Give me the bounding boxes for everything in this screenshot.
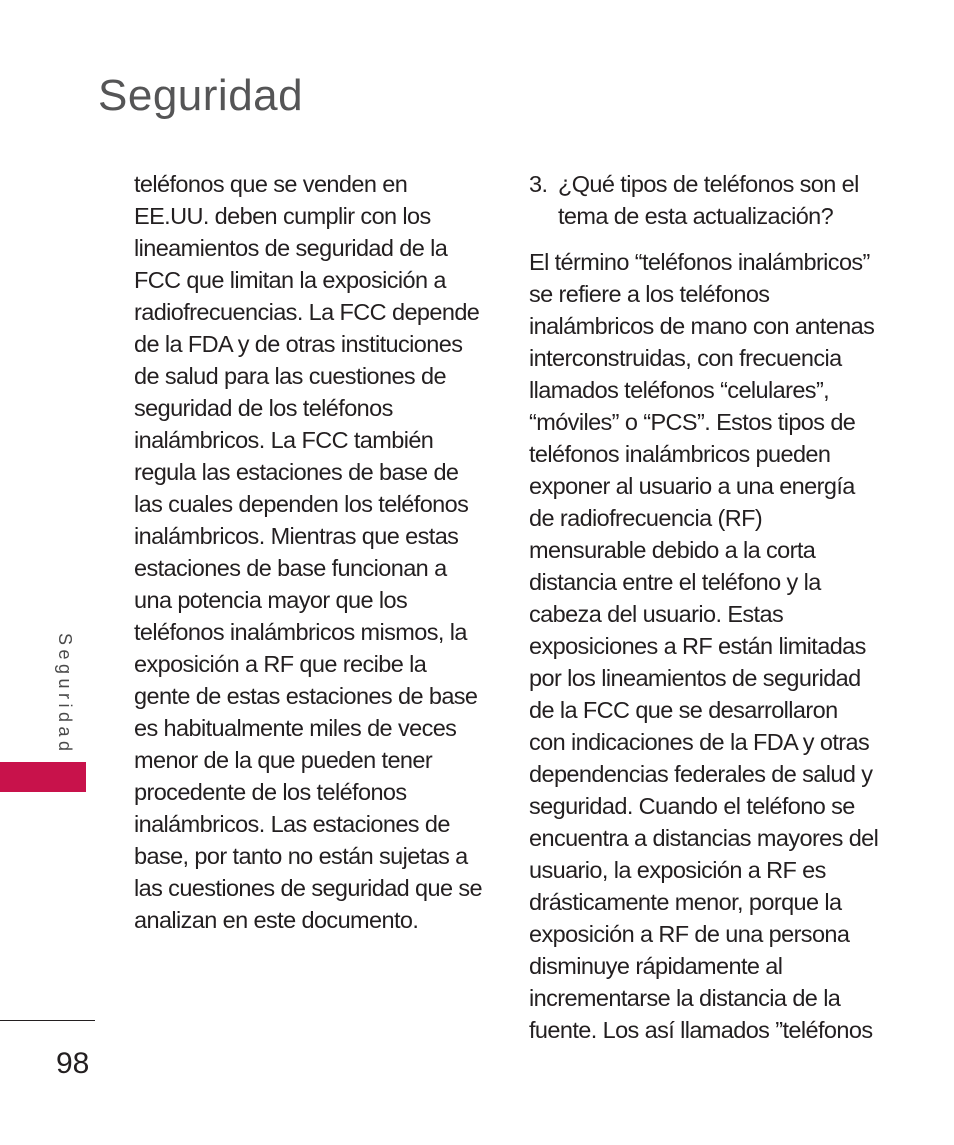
text-line: lineamientos de seguridad de la [134,235,448,261]
question-text [558,168,859,232]
text-line: disminuye rápidamente al [529,953,783,979]
text-line: FCC que limitan la exposición a [134,267,446,293]
text-line: procedente de los teléfonos [134,779,407,805]
text-line: inalámbricos. Mientras que estas [134,523,459,549]
text-line: seguridad de los teléfonos [134,395,393,421]
text-line: encuentra a distancias mayores del [529,825,879,851]
text-line: de radiofrecuencia (RF) [529,505,763,531]
text-line: gente de estas estaciones de base [134,683,478,709]
text-line: distancia entre el teléfono y la [529,569,821,595]
text-line: exposiciones a RF están limitadas [529,633,866,659]
text-line: exponer al usuario a una energía [529,473,855,499]
text-line: incrementarse la distancia de la [529,985,841,1011]
text-line: usuario, la exposición a RF es [529,857,826,883]
text-line: cabeza del usuario. Estas [529,601,784,627]
body-text-right-column [529,168,884,1046]
text-line: inalámbricos. La FCC también [134,427,434,453]
text-line: de la FCC que se desarrollaron [529,697,838,723]
text-line: “móviles” o “PCS”. Estos tipos de [529,409,856,435]
text-line: radiofrecuencias. La FCC depende [134,299,480,325]
text-line: regula las estaciones de base de [134,459,459,485]
text-line: inalámbricos de mano con antenas [529,313,875,339]
text-line: base, por tanto no están sujetas a [134,843,468,869]
text-line: llamados teléfonos “celulares”, [529,377,830,403]
text-line: fuente. Los así llamados ”teléfonos [529,1017,873,1043]
footer-divider [0,1020,95,1021]
text-line: se refiere a los teléfonos [529,281,770,307]
text-line: seguridad. Cuando el teléfono se [529,793,855,819]
question-line: ¿Qué tipos de teléfonos son el [558,171,859,197]
text-line: El término “teléfonos inalámbricos” [529,249,870,275]
text-line: analizan en este documento. [134,907,419,933]
text-line: mensurable debido a la corta [529,537,816,563]
question-heading [529,168,884,232]
text-line: exposición a RF de una persona [529,921,850,947]
section-color-tab [0,762,86,792]
text-line: inalámbricos. Las estaciones de [134,811,450,837]
text-line: EE.UU. deben cumplir con los [134,203,431,229]
text-line: una potencia mayor que los [134,587,408,613]
text-line: exposición a RF que recibe la [134,651,427,677]
text-line: las cuestiones de seguridad que se [134,875,483,901]
text-line: teléfonos inalámbricos pueden [529,441,831,467]
text-line: dependencias federales de salud y [529,761,873,787]
text-line: con indicaciones de la FDA y otras [529,729,870,755]
text-line: las cuales dependen los teléfonos [134,491,469,517]
section-side-label: Seguridad [55,633,75,756]
text-line: interconstruidas, con frecuencia [529,345,842,371]
text-line: estaciones de base funcionan a [134,555,447,581]
text-line: teléfonos inalámbricos mismos, la [134,619,467,645]
text-line: es habitualmente miles de veces [134,715,457,741]
question-number: 3. [529,171,548,197]
text-line: por los lineamientos de seguridad [529,665,861,691]
body-text-left-column [134,168,484,936]
question-line: tema de esta actualización? [558,203,834,229]
text-line: de salud para las cuestiones de [134,363,446,389]
page-number: 98 [56,1047,90,1080]
page-title: Seguridad [98,71,304,120]
text-line: teléfonos que se venden en [134,171,408,197]
text-line: drásticamente menor, porque la [529,889,842,915]
text-line: menor de la que pueden tener [134,747,433,773]
text-line: de la FDA y de otras instituciones [134,331,463,357]
